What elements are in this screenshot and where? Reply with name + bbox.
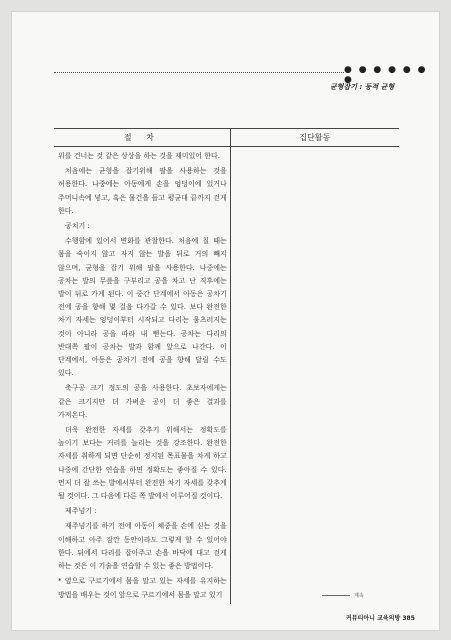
page-folio: 커뮤티아니 교육의방 385: [346, 615, 415, 622]
section-title: 균형잡기 : 동적 균형: [330, 83, 395, 91]
group-activity-column: [230, 147, 399, 604]
page: [12, 12, 439, 630]
paragraph: 축구공 크기 정도의 공을 사용한다. 초보자에게는 같은 크기지만 더 가벼운 공이 더 좋은 결과를 가져온다.: [58, 384, 227, 419]
column-header-procedure: 절 차: [54, 129, 230, 147]
paragraph: 더욱 완전한 자세를 갖추기 위해서는 정확도를 높이기 보다는 거리를 늘리는 것을 강조한다. 완전한 자세를 취하게 되면 단순히 정지된 목표물을 차게 하고 나중에 간단한 연습을 하면 정확도는 좋아질 수 있다. 먼저 더 잘 쓰는 발에서부터 완전한 차기 자세를 갖추게 될 것이다. 그 다음에 다른 쪽 발에서 이루어질 것이다.: [58, 426, 227, 501]
paragraph: 수행함에 있어서 변화를 관찰한다. 처음에 칠 때는 몸을 숙이지 않고 자지 않는 발을 뒤로 거의 빼지 않으며, 균형을 잡기 위해 팔을 사용한다. 나중에는 공차는 발의 무릎을 구부리고 공을 차고 난 직후에는 발이 뒤로 가게 된다. 이 중간 단계에서 아동은 공차기 전에 공을 향해 몇 걸음 다가갈 수 있다. 보다 완전한 차기 자세는 엉덩이부터 시작되고 다리는 움츠러지는 것이 아니라 공을 따라 내 뻗는다. 공차는 다리의 반대쪽 팔이 공차는 발과 함께 앞으로 나간다. 이 단계에서, 아동은 공차기 전에 공을 향해 달릴 수도 있다.: [58, 237, 227, 378]
column-header-group-activity: 집단활동: [230, 129, 399, 147]
subheading: 공치기 :: [65, 222, 90, 231]
paragraph: 위를 건너는 것 같은 상상을 하는 것을 재미있어 한다.: [58, 152, 221, 160]
bullet-note: * 옆으로 구르기에서 몸을 말고 있는 자세를 유지하는 방법을 배우는 것이 앞으로 구르기에서 몸을 말고 있기: [58, 577, 227, 599]
subheading: 제주넘기 :: [65, 507, 97, 516]
paragraph: 처음에는 균형을 잡기위해 팔을 사용하는 것을 허용한다. 나중에는 아동에게 손을 엉덩이에 있거나 주머니속에 넣고, 혹은 물건을 들고 평균대 끝까지 걷게 한다.: [58, 167, 227, 215]
procedure-column: [54, 147, 230, 604]
header-dotted-rule: [54, 72, 344, 73]
activity-table: [54, 128, 399, 604]
continued-note: 계속: [354, 593, 364, 599]
continued-rule: [322, 595, 350, 596]
paragraph: 재주넘기를 하기 전에 아동이 체중을 손에 싣는 것을 이해하고 아주 잠깐 동안이라도 그렇게 할 수 있어야 한다. 뒤에서 다리를 잡아주고 손을 바닥에 대고 걷게 하는 것은 이 기술을 연습할 수 있는 좋은 방법이다.: [58, 522, 227, 571]
header-bullets: ● ● ● ● ● ● ●: [344, 65, 428, 85]
